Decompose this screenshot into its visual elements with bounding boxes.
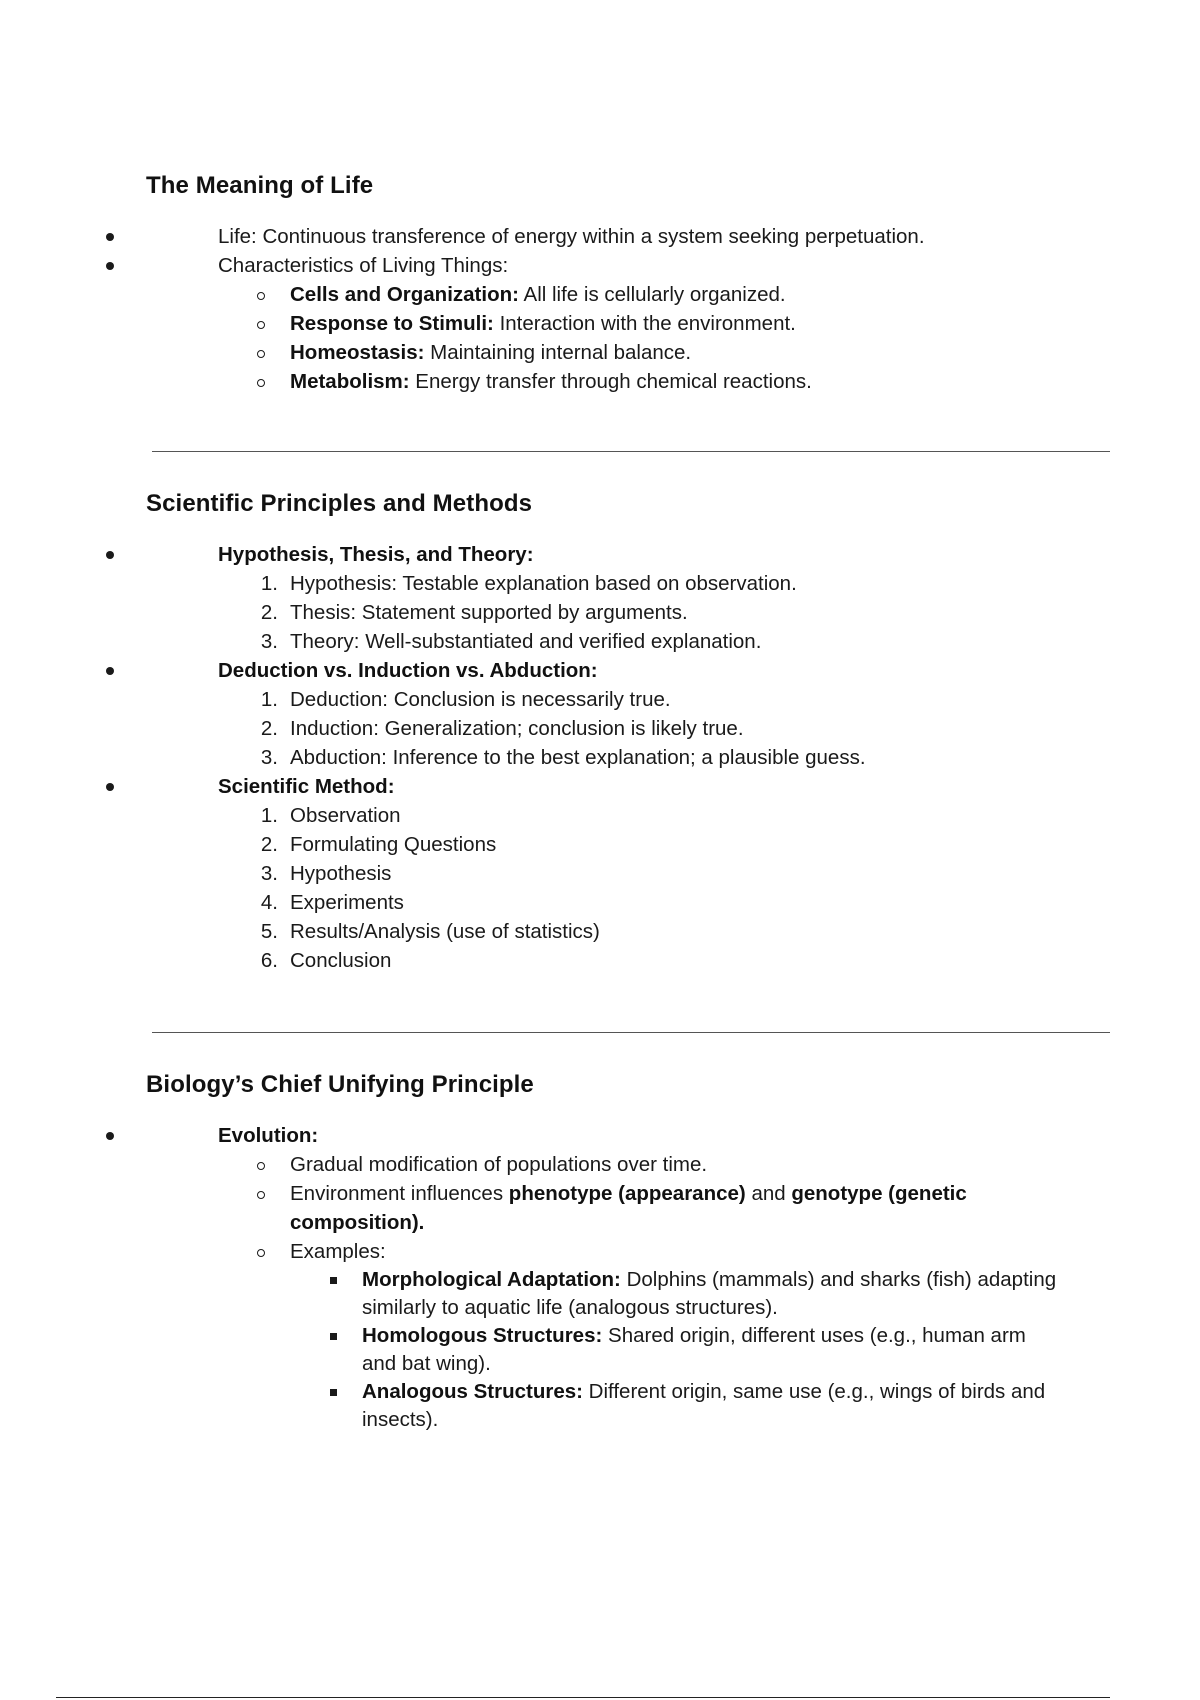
- list-item: [146, 772, 1116, 975]
- numbered-list: [218, 685, 1116, 772]
- item-text: Hypothesis: Testable explanation based on observation.: [290, 572, 797, 595]
- section-heading: Biology’s Chief Unifying Principle: [146, 1071, 534, 1098]
- sub-list-item: [218, 338, 1116, 367]
- item-text: Shared origin, different uses (e.g., human arm and bat wing).: [362, 1324, 1026, 1375]
- item-text: Life: Continuous transference of energy within a system seeking perpetuation.: [218, 225, 925, 248]
- item-text: All life is cellularly organized.: [518, 283, 786, 306]
- section-unifying-principle: [146, 1071, 1116, 1434]
- bullet-icon: [74, 540, 146, 569]
- sub-sub-list-item: [290, 1322, 1060, 1378]
- item-text: Environment influences: [290, 1182, 509, 1205]
- item-number: 3.: [260, 746, 278, 769]
- item-term: Morphological Adaptation:: [362, 1268, 621, 1291]
- item-text: Hypothesis: [290, 862, 392, 885]
- numbered-item: [218, 801, 1116, 830]
- bullet-list: [146, 1121, 1116, 1434]
- item-text: Maintaining internal balance.: [424, 341, 692, 364]
- numbered-item: [218, 859, 1116, 888]
- numbered-item: [218, 830, 1116, 859]
- bullet-icon: [74, 772, 146, 801]
- item-number: 2.: [260, 601, 278, 624]
- item-term: Analogous Structures:: [362, 1380, 583, 1403]
- circle-bullet-icon: [251, 1237, 271, 1266]
- numbered-list: [218, 569, 1116, 656]
- item-text: Observation: [290, 804, 401, 827]
- sub-list-item: [218, 1179, 1060, 1237]
- item-text: Abduction: Inference to the best explanation; a plausible guess.: [290, 746, 866, 769]
- circle-bullet-icon: [251, 1150, 271, 1179]
- item-text: Energy transfer through chemical reactions.: [409, 370, 812, 393]
- square-bullet-icon: [323, 1322, 343, 1350]
- sub-list: [218, 1150, 1116, 1434]
- item-text: Theory: Well-substantiated and verified explanation.: [290, 630, 762, 653]
- item-number: 1.: [260, 572, 278, 595]
- page-bottom-rule: [56, 1697, 1110, 1698]
- item-text: and: [745, 1182, 792, 1205]
- circle-bullet-icon: [251, 1179, 271, 1208]
- numbered-item: [218, 627, 1116, 656]
- item-text: Results/Analysis (use of statistics): [290, 920, 600, 943]
- item-term: Deduction vs. Induction vs. Abduction:: [218, 659, 598, 682]
- item-term: Homologous Structures:: [362, 1324, 603, 1347]
- item-number: 6.: [260, 949, 278, 972]
- list-item: [146, 1121, 1116, 1434]
- list-item: [146, 656, 1116, 772]
- sub-sub-list-item: [290, 1378, 1060, 1434]
- item-number: 2.: [260, 717, 278, 740]
- item-text: Experiments: [290, 891, 404, 914]
- sub-list-item: [218, 280, 1116, 309]
- numbered-item: [218, 888, 1116, 917]
- item-number: 4.: [260, 891, 278, 914]
- bullet-icon: [74, 251, 146, 280]
- horizontal-divider: [152, 1032, 1110, 1033]
- item-term: Response to Stimuli:: [290, 312, 494, 335]
- numbered-item: [218, 569, 1116, 598]
- circle-bullet-icon: [251, 367, 271, 396]
- item-term: genotype (genetic composition).: [290, 1182, 967, 1234]
- item-term: Homeostasis:: [290, 341, 425, 364]
- numbered-item: [218, 946, 1116, 975]
- item-term: Metabolism:: [290, 370, 410, 393]
- horizontal-divider: [152, 451, 1110, 452]
- item-number: 5.: [260, 920, 278, 943]
- sub-sub-list-item: [290, 1266, 1060, 1322]
- list-item: [146, 222, 1116, 251]
- circle-bullet-icon: [251, 338, 271, 367]
- item-number: 3.: [260, 630, 278, 653]
- circle-bullet-icon: [251, 309, 271, 338]
- item-term: phenotype (appearance): [508, 1182, 746, 1205]
- numbered-item: [218, 598, 1116, 627]
- item-number: 3.: [260, 862, 278, 885]
- sub-list-item: [218, 1150, 1116, 1179]
- section-heading: Scientific Principles and Methods: [146, 490, 533, 517]
- bullet-list: [146, 540, 1116, 975]
- item-text: Different origin, same use (e.g., wings of birds and insects).: [362, 1380, 1046, 1431]
- item-text: Deduction: Conclusion is necessarily true.: [290, 688, 671, 711]
- item-term: Evolution:: [218, 1124, 319, 1147]
- bullet-icon: [74, 222, 146, 251]
- sub-list-item: [218, 1237, 1116, 1434]
- item-text: Thesis: Statement supported by arguments.: [290, 601, 688, 624]
- circle-bullet-icon: [251, 280, 271, 309]
- item-text: Examples:: [290, 1240, 386, 1263]
- numbered-item: [218, 714, 1116, 743]
- sub-list: [218, 280, 1116, 396]
- item-number: 1.: [260, 804, 278, 827]
- item-term: Scientific Method:: [218, 775, 395, 798]
- list-item: [146, 251, 1116, 396]
- numbered-list: [218, 801, 1116, 975]
- item-text: Gradual modification of populations over time.: [290, 1153, 708, 1176]
- item-text: Characteristics of Living Things:: [218, 254, 509, 277]
- section-meaning-of-life: [146, 172, 1116, 396]
- section-scientific-principles: [146, 490, 1116, 975]
- bullet-icon: [74, 1121, 146, 1150]
- item-text: Dolphins (mammals) and sharks (fish) adapting similarly to aquatic life (analogous structures).: [362, 1268, 1057, 1319]
- bullet-list: [146, 222, 1116, 396]
- item-text: Induction: Generalization; conclusion is likely true.: [290, 717, 744, 740]
- numbered-item: [218, 685, 1116, 714]
- list-item: [146, 540, 1116, 656]
- item-number: 2.: [260, 833, 278, 856]
- sub-sub-list: [290, 1266, 1060, 1434]
- sub-list-item: [218, 367, 1116, 396]
- numbered-item: [218, 743, 1116, 772]
- sub-list-item: [218, 309, 1116, 338]
- square-bullet-icon: [323, 1266, 343, 1294]
- bullet-icon: [74, 656, 146, 685]
- item-text: Conclusion: [290, 949, 392, 972]
- item-text: Formulating Questions: [290, 833, 497, 856]
- item-term: Hypothesis, Thesis, and Theory:: [218, 543, 534, 566]
- section-heading: The Meaning of Life: [146, 172, 374, 199]
- square-bullet-icon: [323, 1378, 343, 1406]
- item-term: Cells and Organization:: [290, 283, 519, 306]
- numbered-item: [218, 917, 1116, 946]
- item-number: 1.: [260, 688, 278, 711]
- item-text: Interaction with the environment.: [493, 312, 796, 335]
